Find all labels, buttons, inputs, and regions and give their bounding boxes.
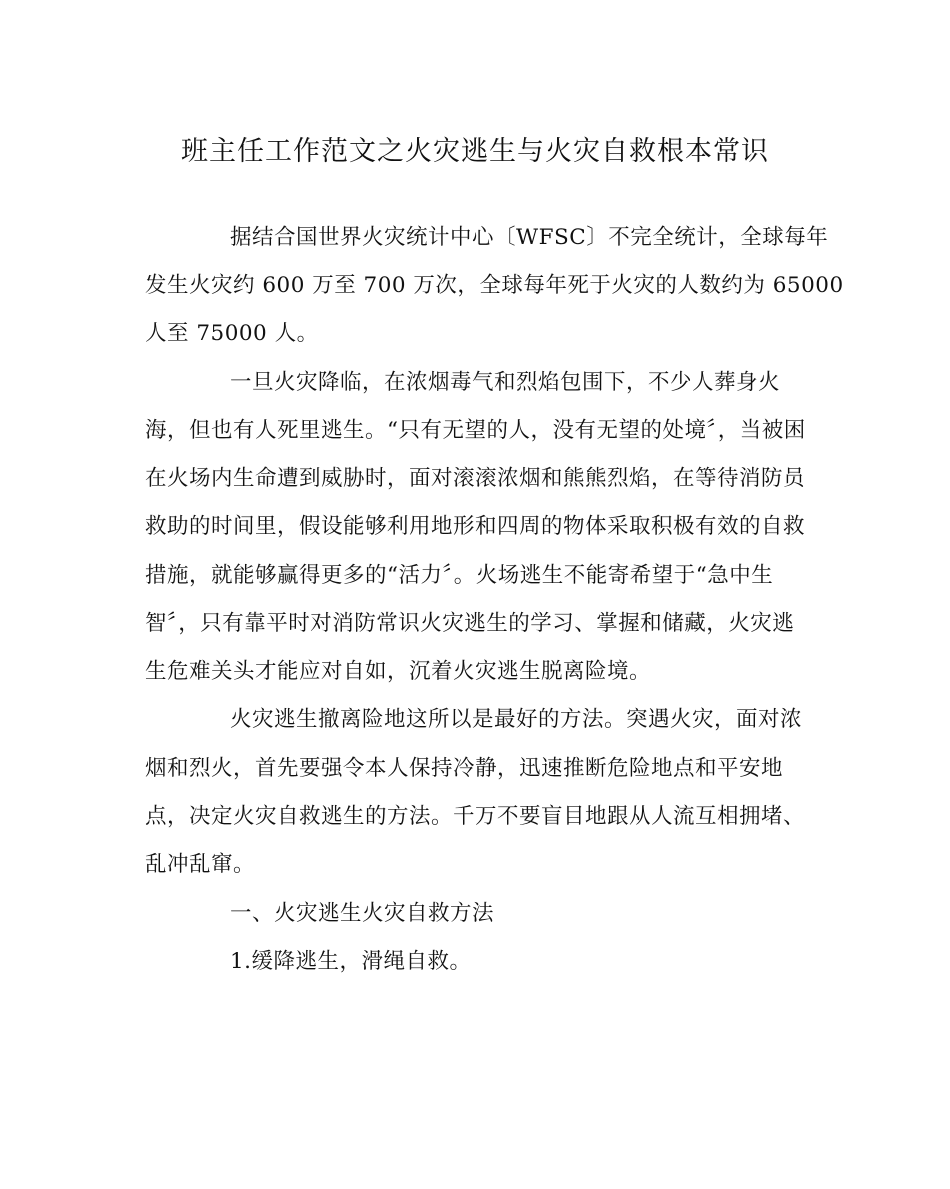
paragraph-1-line-3: 人至 75000 人。 bbox=[145, 321, 319, 346]
paragraph-2-line-2: 海，但也有人死里逃生。“只有无望的人，没有无望的处境〞，当被困 bbox=[145, 418, 806, 443]
paragraph-3-line-4: 乱冲乱窜。 bbox=[145, 852, 256, 877]
paragraph-2-line-1: 一旦火灾降临，在浓烟毒气和烈焰包围下，不少人葬身火 bbox=[230, 370, 781, 395]
paragraph-2-line-4: 救助的时间里，假设能够利用地形和四周的物体采取积极有效的自救 bbox=[145, 514, 806, 539]
paragraph-2-line-6: 智〞，只有靠平时对消防常识火灾逃生的学习、掌握和储藏，火灾逃 bbox=[145, 611, 795, 636]
subsection-heading: 1.缓降逃生，滑绳自救。 bbox=[230, 949, 472, 974]
section-heading: 一、火灾逃生火灾自救方法 bbox=[230, 901, 495, 926]
paragraph-2-line-7: 生危难关头才能应对自如，沉着火灾逃生脱离险境。 bbox=[145, 659, 652, 684]
paragraph-2-line-5: 措施，就能够赢得更多的“活力〞。火场逃生不能寄希望于“急中生 bbox=[145, 563, 774, 588]
paragraph-1-line-2: 发生火灾约 600 万至 700 万次，全球每年死于火灾的人数约为 65000 bbox=[145, 273, 844, 298]
paragraph-3-line-2: 烟和烈火，首先要强令本人保持冷静，迅速推断危险地点和平安地 bbox=[145, 756, 784, 781]
paragraph-3-line-3: 点，决定火灾自救逃生的方法。千万不要盲目地跟从人流互相拥堵、 bbox=[145, 804, 806, 829]
paragraph-2-line-3: 在火场内生命遭到威胁时，面对滚滚浓烟和熊熊烈焰，在等待消防员 bbox=[145, 466, 806, 491]
paragraph-1-line-1: 据结合国世界火灾统计中心〔WFSC〕不完全统计，全球每年 bbox=[230, 225, 829, 250]
paragraph-3-line-1: 火灾逃生撤离险地这所以是最好的方法。突遇火灾，面对浓 bbox=[230, 707, 803, 732]
document-title: 班主任工作范文之火灾逃生与火灾自救根本常识 bbox=[181, 136, 769, 167]
